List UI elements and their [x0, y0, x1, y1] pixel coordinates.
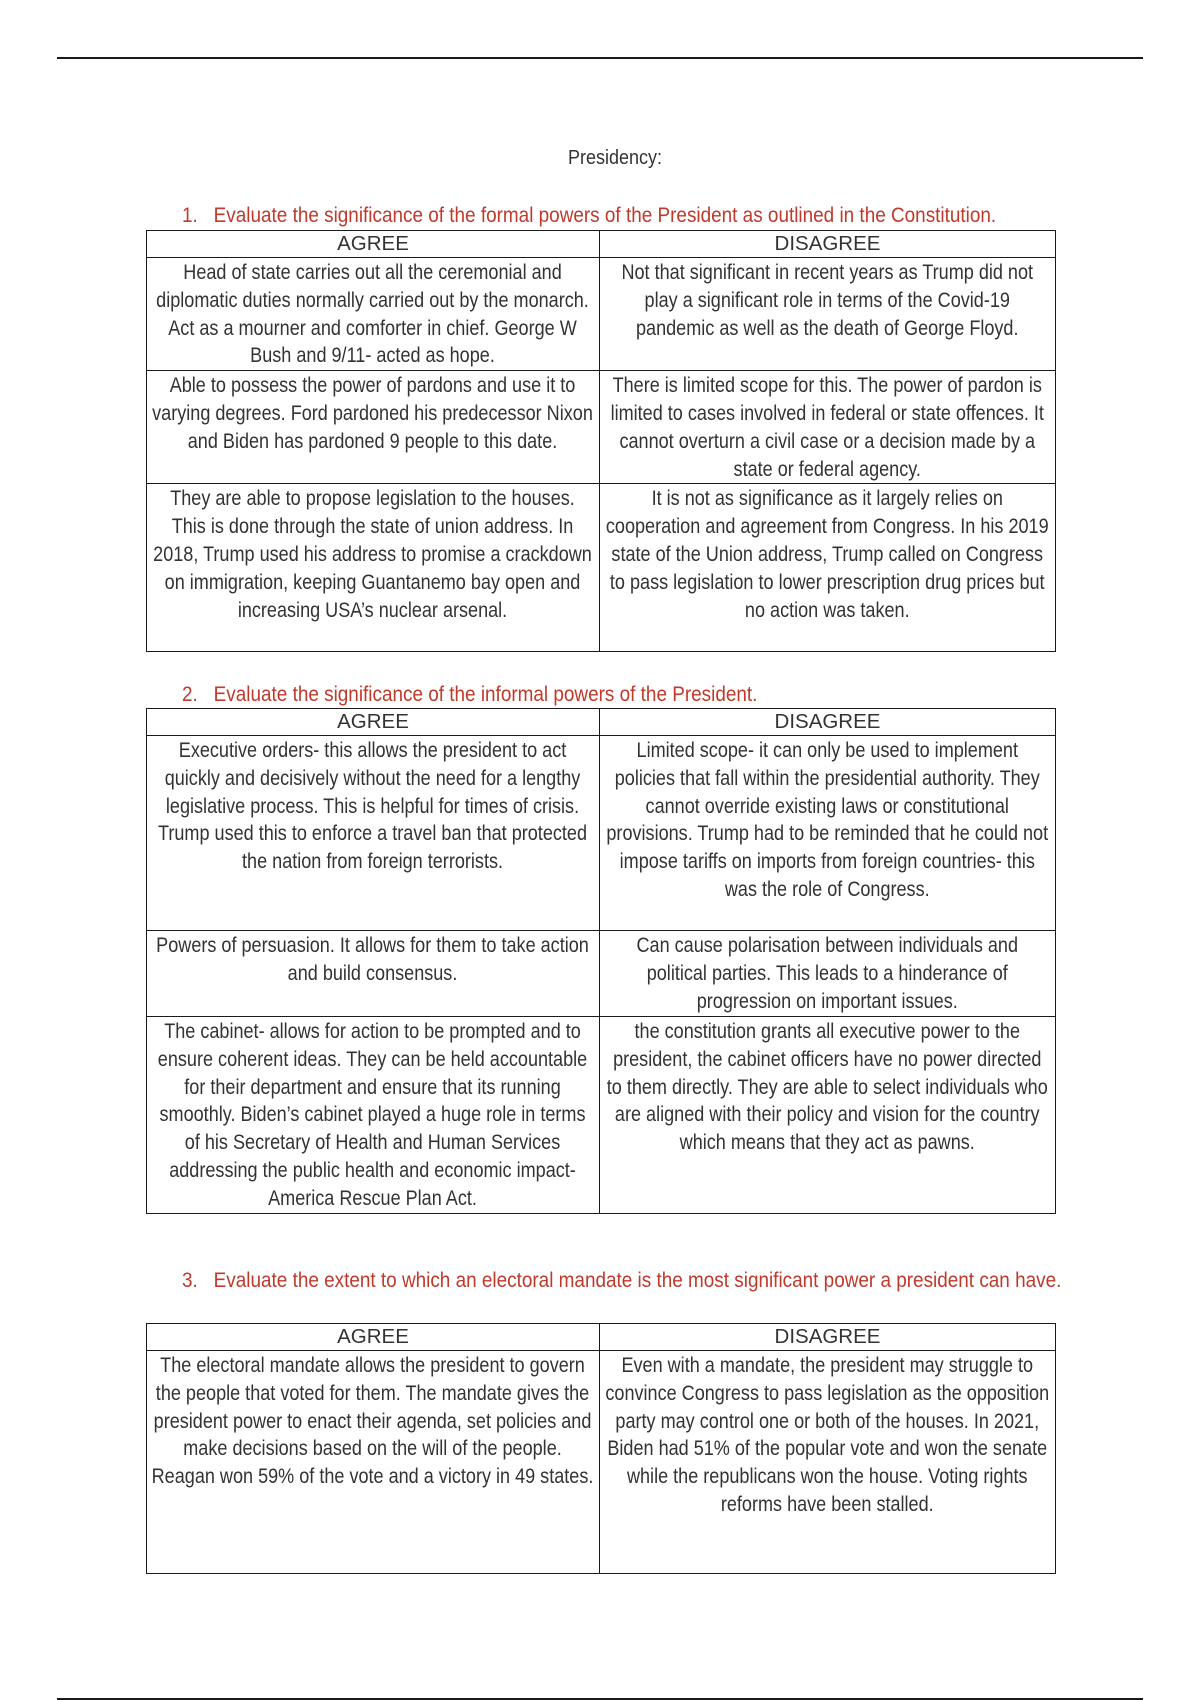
agree-cell: Head of state carries out all the ceremonial and diplomatic duties normally carried out by the monarch. Act as a mourner and comforter in chief. George W Bush and 9/11- acted as hope. — [147, 258, 600, 371]
table-row — [147, 931, 1056, 1017]
page-title: Presidency: — [567, 147, 663, 169]
question-2 — [182, 680, 956, 708]
agree-cell: Able to possess the power of pardons and use it to varying degrees. Ford pardoned his predecessor Nixon and Biden has pardoned 9 people to this date. — [147, 371, 600, 484]
question-number: 1. — [182, 203, 198, 227]
question-1 — [182, 201, 997, 229]
formal-powers-table — [146, 230, 1056, 652]
question-number: 3. — [182, 1268, 198, 1292]
table-row — [147, 736, 1056, 931]
agree-cell: The cabinet- allows for action to be prompted and to ensure coherent ideas. They can be held accountable for their department and ensure that its running smoothly. Biden’s cabinet played a huge role in terms of his Secretary of Health and Human Services addressing the public health and economic impact- America Rescue Plan Act. — [147, 1017, 600, 1214]
disagree-cell: Limited scope- it can only be used to implement policies that fall within the presidential authority. They cannot override existing laws or constitutional provisions. Trump had to be reminded that he could not impose tariffs on imports from foreign countries- this was the role of Congress. — [600, 736, 1056, 931]
agree-header: AGREE — [147, 1324, 600, 1351]
table-row — [147, 258, 1056, 371]
disagree-header: DISAGREE — [600, 1324, 1056, 1351]
agree-header: AGREE — [147, 231, 600, 258]
electoral-mandate-table — [146, 1323, 1056, 1574]
question-text: Evaluate the extent to which an electoral mandate is the most significant power a president can have. — [213, 1268, 1062, 1292]
table-row — [147, 371, 1056, 484]
agree-cell: Powers of persuasion. It allows for them to take action and build consensus. — [147, 931, 600, 1017]
disagree-cell: Can cause polarisation between individuals and political parties. This leads to a hinderance of progression on important issues. — [600, 931, 1056, 1017]
disagree-cell: There is limited scope for this. The power of pardon is limited to cases involved in federal or state offences. It cannot overturn a civil case or a decision made by a state or federal agency. — [600, 371, 1056, 484]
disagree-cell: Even with a mandate, the president may struggle to convince Congress to pass legislation as the opposition party may control one or both of the houses. In 2021, Biden had 51% of the popular vote and won the senate while the republicans won the house. Voting rights reforms have been stalled. — [600, 1351, 1056, 1574]
agree-cell: Executive orders- this allows the president to act quickly and decisively without the need for a lengthy legislative process. This is helpful for times of crisis. Trump used this to enforce a travel ban that protected the nation from foreign terrorists. — [147, 736, 600, 931]
disagree-cell: Not that significant in recent years as Trump did not play a significant role in terms of the Covid-19 pandemic as well as the death of George Floyd. — [600, 258, 1056, 371]
question-3 — [182, 1266, 1062, 1294]
question-text: Evaluate the significance of the informal powers of the President. — [213, 682, 758, 706]
question-number: 2. — [182, 682, 198, 706]
disagree-cell: the constitution grants all executive power to the president, the cabinet officers have no power directed to them directly. They are able to select individuals who are aligned with their policy and vision for the country which means that they act as pawns. — [600, 1017, 1056, 1214]
table-row — [147, 484, 1056, 652]
agree-cell: The electoral mandate allows the president to govern the people that voted for them. The mandate gives the president power to enact their agenda, set policies and make decisions based on the will of the people. Reagan won 59% of the vote and a victory in 49 states. — [147, 1351, 600, 1574]
agree-header: AGREE — [147, 709, 600, 736]
table-row — [147, 1017, 1056, 1214]
informal-powers-table — [146, 708, 1056, 1214]
agree-cell: They are able to propose legislation to the houses. This is done through the state of union address. In 2018, Trump used his address to promise a crackdown on immigration, keeping Guantanemo bay open and increasing USA’s nuclear arsenal. — [147, 484, 600, 652]
question-text: Evaluate the significance of the formal powers of the President as outlined in the Constitution. — [213, 203, 997, 227]
disagree-header: DISAGREE — [600, 709, 1056, 736]
disagree-header: DISAGREE — [600, 231, 1056, 258]
header-rule — [57, 57, 1143, 59]
table-row — [147, 1351, 1056, 1574]
disagree-cell: It is not as significance as it largely relies on cooperation and agreement from Congress. In his 2019 state of the Union address, Trump called on Congress to pass legislation to lower prescription drug prices but no action was taken. — [600, 484, 1056, 652]
